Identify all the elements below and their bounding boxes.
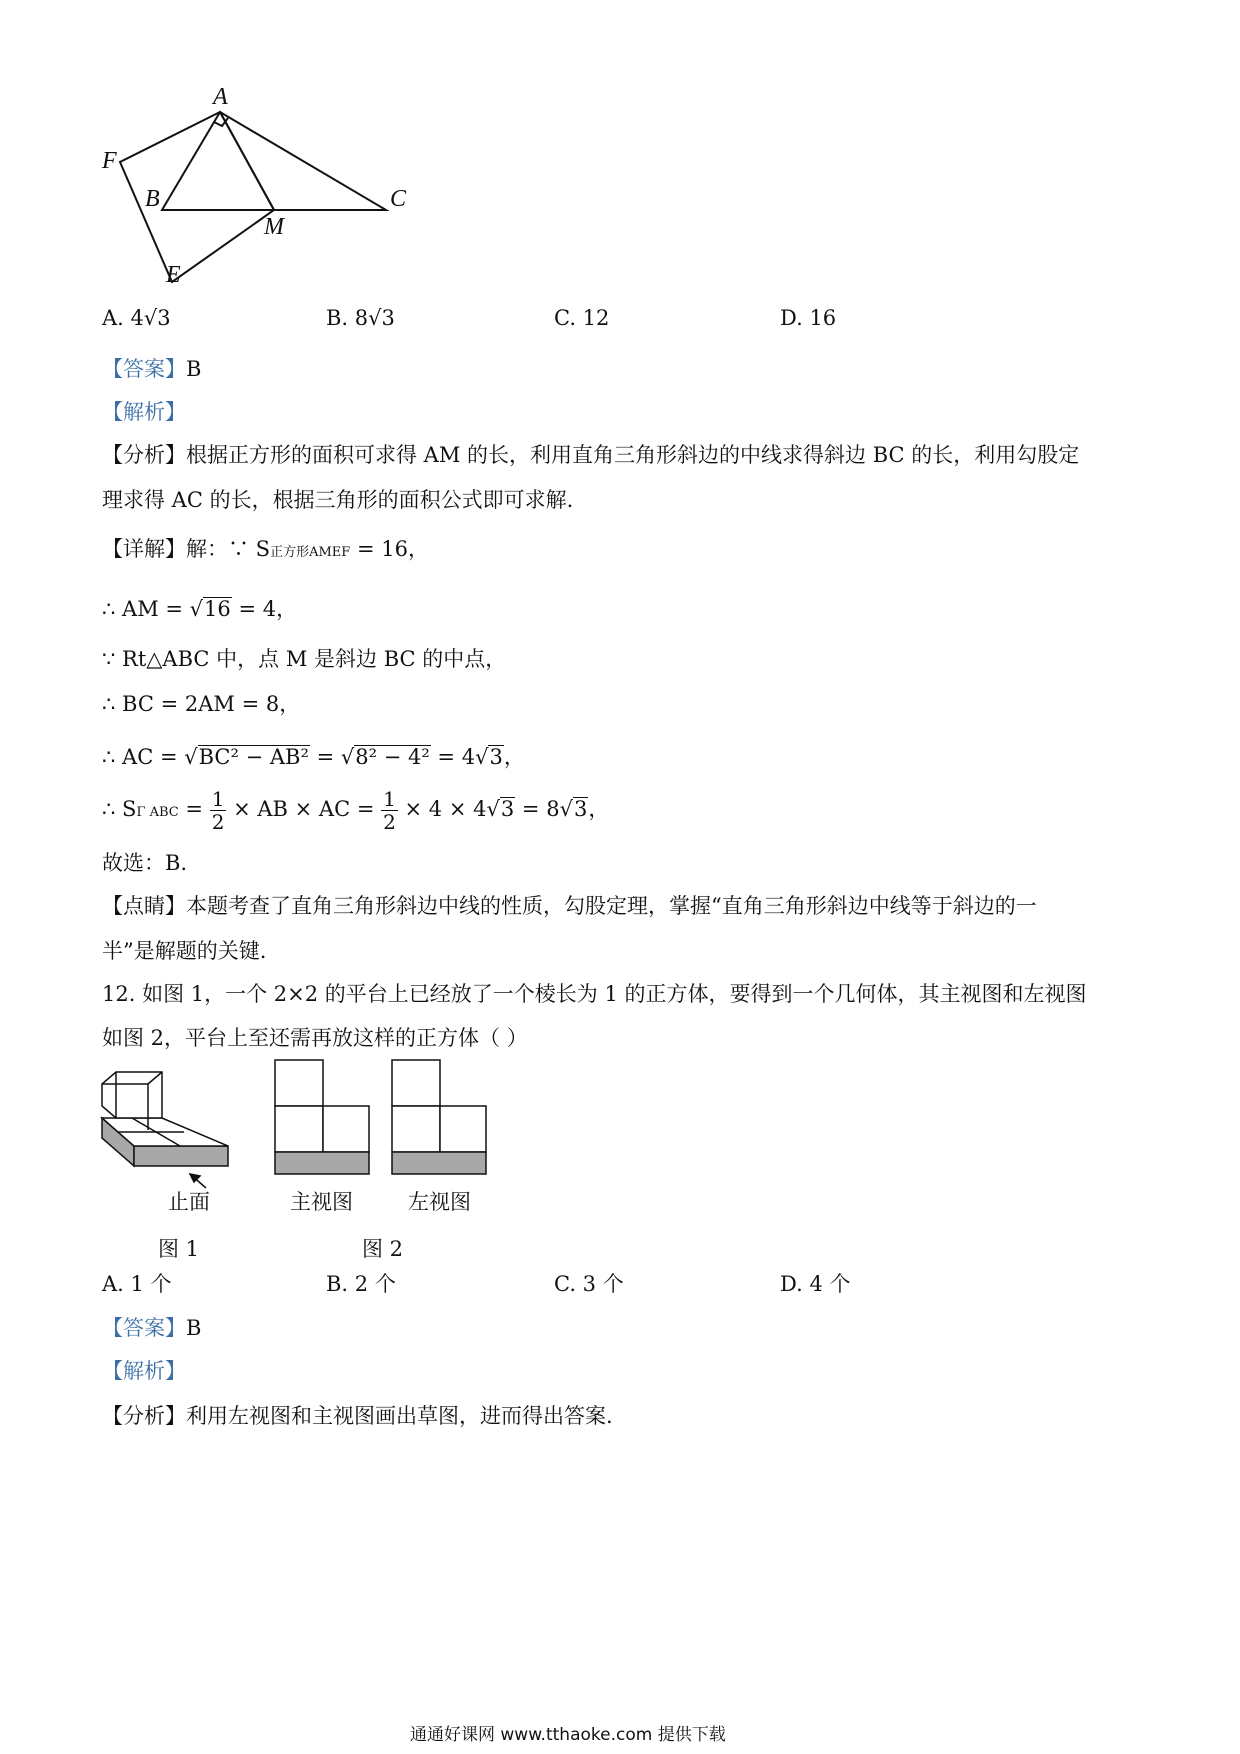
- figure1-platform: [98, 1066, 238, 1196]
- q12-analysis: 【分析】利用左视图和主视图画出草图，进而得出答案.: [102, 1404, 613, 1428]
- q11-option-b: B. 8√3: [326, 306, 395, 330]
- q11-detail: 【详解】解：∵ S正方形AMEF = 16，: [102, 537, 429, 561]
- q11-option-a: A. 4√3: [102, 306, 171, 330]
- point-a-label: A: [213, 84, 228, 110]
- q11-analysis-line2: 理求得 AC 的长，根据三角形的面积公式即可求解.: [102, 488, 574, 512]
- footer-source: 通通好课网 www.tthaoke.com 提供下载: [410, 1725, 726, 1745]
- q11-point-line1: 【点睛】本题考查了直角三角形斜边中线的性质，勾股定理，掌握“直角三角形斜边中线等于斜边的一: [102, 894, 1037, 918]
- q12-option-a: A. 1 个: [102, 1272, 172, 1296]
- q11-step4: ∴ AC = √BC² − AB² = √8² − 4² = 4√3，: [102, 745, 525, 769]
- fraction-half-2: $\frac{1}{2}$: [383, 787, 396, 834]
- triangle-abc: [162, 112, 386, 210]
- square-amef: [120, 112, 274, 282]
- front-label: 止面: [168, 1190, 210, 1214]
- q11-step2: ∵ Rt△ABC 中，点 M 是斜边 BC 的中点，: [102, 647, 507, 671]
- point-c-label: C: [390, 186, 407, 212]
- q11-jiexi: 【解析】: [102, 400, 186, 424]
- point-m-label: M: [264, 214, 284, 240]
- q12-jiexi: 【解析】: [102, 1359, 186, 1383]
- left-view-drawing: [391, 1058, 491, 1178]
- q11-step5: ∴ SΓ ABC = $\frac{1}{2}$ × AB × AC = $\frac{1}{2}$ × 4 × 4√3 = 8√3，: [102, 787, 610, 834]
- point-e-label: E: [166, 262, 181, 288]
- q11-option-d: D. 16: [780, 306, 837, 330]
- q11-option-c: C. 12: [554, 306, 610, 330]
- left-view-label: 左视图: [408, 1190, 471, 1214]
- q11-step3: ∴ BC = 2AM = 8，: [102, 692, 301, 716]
- fig2-caption: 图 2: [362, 1237, 404, 1261]
- q11-point-line2: 半”是解题的关键.: [102, 939, 267, 963]
- fraction-half: $\frac{1}{2}$: [211, 787, 225, 834]
- q11-step1: ∴ AM = √16 = 4，: [102, 597, 298, 621]
- q12-question-line2: 如图 2，平台上至还需再放这样的正方体（ ）: [102, 1026, 528, 1050]
- q12-answer: 【答案】B: [102, 1316, 202, 1340]
- q12-option-d: D. 4 个: [780, 1272, 851, 1296]
- main-view-drawing: [274, 1058, 374, 1178]
- point-f-label: F: [102, 148, 117, 174]
- q12-question-line1: 12. 如图 1，一个 2×2 的平台上已经放了一个棱长为 1 的正方体，要得到一个几何体，其主视图和左视图: [102, 982, 1087, 1006]
- q11-analysis-line1: 【分析】根据正方形的面积可求得 AM 的长，利用直角三角形斜边的中线求得斜边 BC 的长，利用勾股定: [102, 443, 1080, 467]
- q12-option-c: C. 3 个: [554, 1272, 624, 1296]
- q11-answer: 【答案】B: [102, 357, 202, 381]
- main-view-label: 主视图: [290, 1190, 353, 1214]
- median-am: [220, 112, 274, 210]
- point-b-label: B: [145, 186, 160, 212]
- fig1-caption: 图 1: [158, 1237, 200, 1261]
- q12-option-b: B. 2 个: [326, 1272, 396, 1296]
- q11-choose: 故选：B.: [102, 851, 188, 875]
